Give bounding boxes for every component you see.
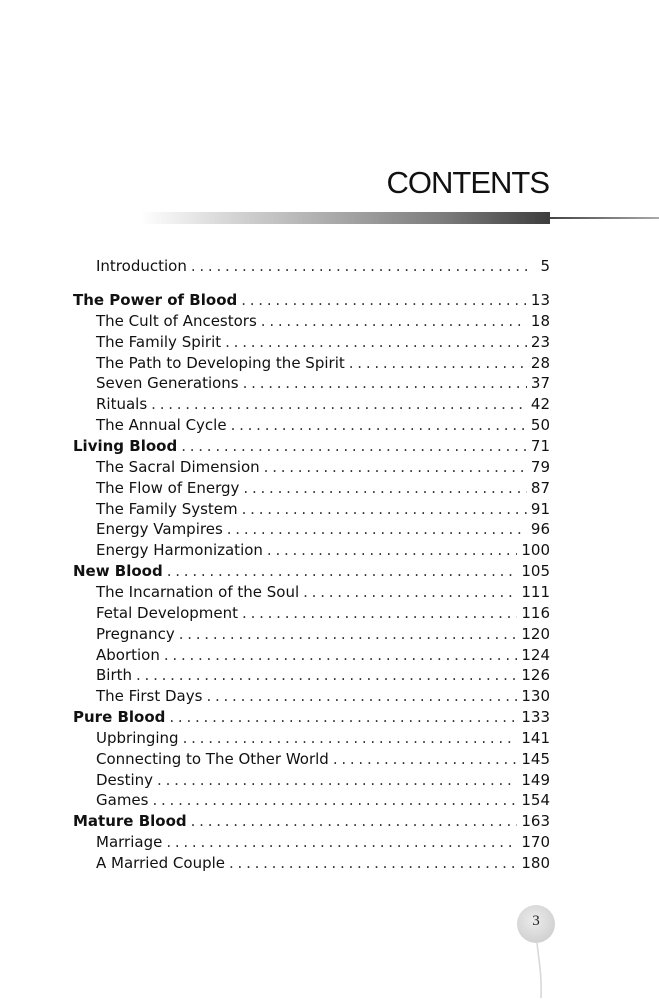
toc-entry-title: The Path to Developing the Spirit: [96, 353, 345, 372]
toc-entry-title: Fetal Development: [96, 603, 239, 622]
toc-entry-page-number: 163: [521, 812, 550, 831]
toc-section-entry: [96, 519, 550, 539]
toc-section-entry: [96, 749, 550, 769]
toc-entry-page-number: 100: [521, 541, 550, 560]
toc-entry-title: Connecting to The Other World: [96, 749, 329, 768]
toc-entry-page-number: 91: [530, 499, 550, 518]
dot-leader: [136, 665, 517, 685]
toc-chapter-entry: [73, 811, 550, 831]
toc-entry-title: The Family Spirit: [96, 332, 222, 351]
toc-entry-title: Birth: [96, 666, 133, 685]
dot-leader: [181, 436, 527, 456]
dot-leader: [167, 561, 518, 581]
toc-entry-title: The Incarnation of the Soul: [96, 582, 300, 601]
toc-entry-title: Destiny: [96, 770, 154, 789]
toc-entry-title: Games: [96, 791, 149, 810]
toc-section-entry: [96, 790, 550, 810]
toc-section-entry: [96, 832, 550, 852]
toc-entry-page-number: 111: [521, 582, 550, 601]
toc-entry-title: Energy Harmonization: [96, 541, 263, 560]
toc-entry-title: Living Blood: [73, 437, 178, 455]
toc-entry-page-number: 87: [530, 478, 550, 497]
dot-leader: [164, 645, 517, 665]
toc-section-entry: [96, 311, 550, 331]
toc-section-entry: [96, 353, 550, 373]
toc-section-entry: [96, 624, 550, 644]
dot-leader: [183, 728, 518, 748]
toc-entry-page-number: 154: [521, 791, 550, 810]
toc-chapter-entry: [73, 561, 550, 581]
toc-chapter-entry: [73, 707, 550, 727]
toc-section-entry: [96, 686, 550, 706]
toc-entry-page-number: 133: [521, 708, 550, 726]
dot-leader: [152, 790, 517, 810]
toc-section-entry: [96, 645, 550, 665]
dot-leader: [243, 478, 526, 498]
toc-chapter-entry: [73, 290, 550, 310]
toc-entry-page-number: 130: [521, 687, 550, 706]
page-number: 3: [532, 913, 540, 929]
page-title: CONTENTS: [386, 165, 549, 200]
toc-entry-page-number: 124: [521, 645, 550, 664]
dot-leader: [191, 256, 528, 276]
toc-entry-page-number: 23: [530, 332, 550, 351]
toc-entry-page-number: 50: [530, 416, 550, 435]
toc-entry-title: A Married Couple: [96, 854, 225, 872]
dot-leader: [157, 770, 517, 790]
toc-section-entry: [96, 665, 550, 685]
dot-leader: [241, 290, 527, 310]
dot-leader: [229, 853, 517, 873]
toc-entry-title: The Cult of Ancestors: [96, 311, 257, 330]
toc-entry-page-number: 126: [521, 666, 550, 685]
toc-entry-title: Marriage: [96, 833, 163, 852]
toc-entry-title: Introduction: [96, 257, 187, 275]
page-number-badge: [517, 905, 555, 943]
toc-entry-title: Pure Blood: [73, 708, 166, 726]
toc-entry-page-number: 28: [530, 353, 550, 372]
toc-entry-page-number: 120: [521, 624, 550, 643]
toc-entry-title: The Family System: [96, 499, 238, 518]
toc-entry-page-number: 79: [530, 457, 550, 476]
toc-entry-title: New Blood: [73, 562, 163, 580]
toc-entry-page-number: 149: [521, 770, 550, 789]
dot-leader: [166, 832, 517, 852]
toc-entry-page-number: 141: [521, 728, 550, 747]
toc-section-entry: [96, 853, 550, 873]
dot-leader: [267, 540, 517, 560]
hanging-string-decoration: [533, 942, 545, 1000]
toc-entry-page-number: 180: [521, 854, 550, 872]
toc-entry-title: Seven Generations: [96, 374, 239, 393]
toc-section-entry: [96, 478, 550, 498]
dot-leader: [349, 353, 527, 373]
toc-entry-page-number: 13: [530, 291, 550, 309]
toc-section-entry: [96, 415, 550, 435]
dot-leader: [231, 415, 527, 435]
dot-leader: [261, 311, 527, 331]
dot-leader: [179, 624, 518, 644]
toc-section-entry: [96, 373, 550, 393]
toc-section-entry: [96, 332, 550, 352]
toc-entry-page-number: 5: [540, 257, 550, 275]
dot-leader: [242, 499, 527, 519]
dot-leader: [169, 707, 517, 727]
toc-entry-title: Pregnancy: [96, 624, 175, 643]
toc-entry-title: Upbringing: [96, 728, 179, 747]
toc-entry-page-number: 170: [521, 833, 550, 852]
dot-leader: [242, 603, 517, 623]
toc-entry-page-number: 71: [530, 437, 550, 455]
toc-section-entry: [96, 457, 550, 477]
dot-leader: [264, 457, 527, 477]
toc-chapter-entry: [73, 436, 550, 456]
toc-section-entry: [96, 728, 550, 748]
toc-section-entry: [96, 770, 550, 790]
toc-entry-title: Abortion: [96, 645, 160, 664]
dot-leader: [191, 811, 518, 831]
toc-entry-title: The Sacral Dimension: [96, 457, 260, 476]
toc-section-entry: [96, 394, 550, 414]
toc-section-entry: [96, 540, 550, 560]
toc-entry-title: Energy Vampires: [96, 520, 223, 539]
dot-leader: [333, 749, 518, 769]
toc-entry-title: The Annual Cycle: [96, 416, 227, 435]
dot-leader: [227, 519, 527, 539]
toc-entry-page-number: 96: [530, 520, 550, 539]
toc-entry-title: Mature Blood: [73, 812, 187, 831]
dot-leader: [225, 332, 527, 352]
dot-leader: [303, 582, 517, 602]
dot-leader: [206, 686, 517, 706]
toc-entry-title: Rituals: [96, 395, 148, 414]
toc-entry-title: The First Days: [96, 687, 203, 706]
dot-leader: [151, 394, 527, 414]
dot-leader: [243, 373, 527, 393]
toc-entry-page-number: 116: [521, 603, 550, 622]
toc-section-entry: [96, 499, 550, 519]
toc-entry-page-number: 105: [521, 562, 550, 580]
toc-entry-title: The Power of Blood: [73, 291, 238, 309]
toc-section-entry: [96, 256, 550, 276]
toc-entry-title: The Flow of Energy: [96, 478, 240, 497]
toc-entry-page-number: 145: [521, 749, 550, 768]
toc-entry-page-number: 18: [530, 311, 550, 330]
toc-entry-page-number: 37: [530, 374, 550, 393]
toc-section-entry: [96, 582, 550, 602]
toc-entry-page-number: 42: [530, 395, 550, 414]
toc-section-entry: [96, 603, 550, 623]
